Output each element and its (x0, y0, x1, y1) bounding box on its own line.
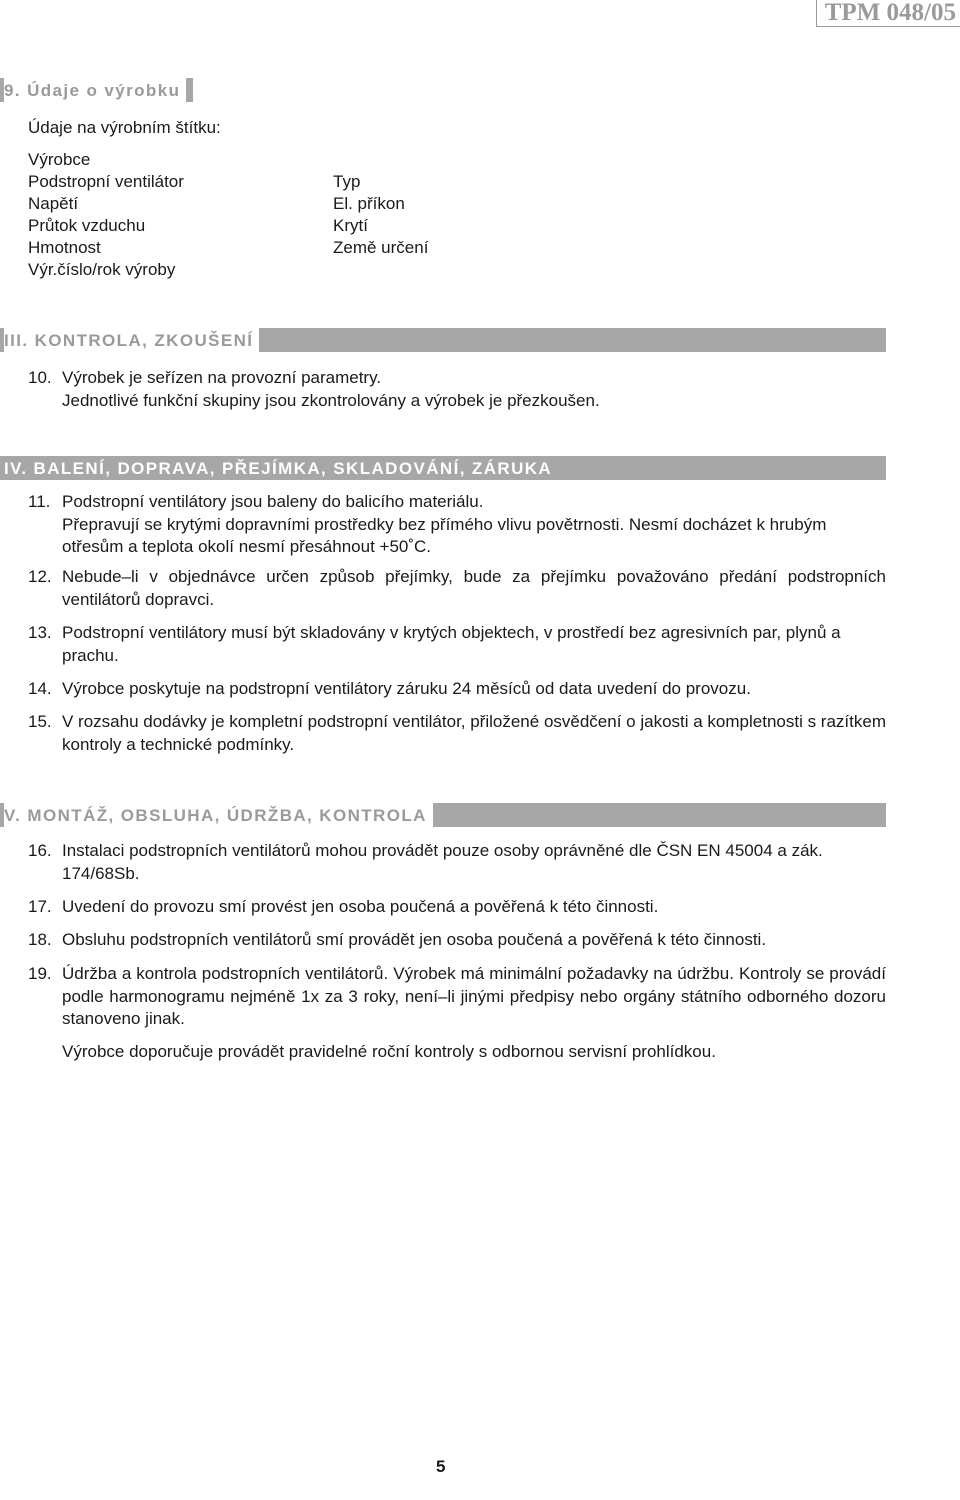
list-item (28, 622, 886, 667)
item-text: Výrobce poskytuje na podstropní ventilátory záruku 24 měsíců od data uvedení do provozu. (62, 679, 751, 698)
item-number: 14. (28, 679, 52, 698)
item-text: Podstropní ventilátory jsou baleny do balicího materiálu. (62, 492, 484, 511)
item-number: 16. (28, 841, 52, 860)
list-item (28, 678, 886, 701)
label-field: El. příkon (333, 194, 405, 213)
item-number: 12. (28, 567, 52, 586)
label-field: Typ (333, 172, 361, 191)
maintenance-recommendation: Výrobce doporučuje provádět pravidelné roční kontroly s odbornou servisní prohlídkou. (62, 1042, 716, 1061)
list-item (28, 840, 886, 885)
section-4-heading-bar (0, 456, 886, 480)
section-4-title: IV. BALENÍ, DOPRAVA, PŘEJÍMKA, SKLADOVÁNÍ, ZÁRUKA (4, 459, 553, 478)
section-9-heading-bar (0, 78, 193, 102)
label-field: Napětí (28, 194, 79, 213)
item-text: Nebude–li v objednávce určen způsob přejímky, bude za přejímku považováno předání podstropních ventilátorů dopravci. (62, 567, 886, 609)
section-5-title: V. MONTÁŽ, OBSLUHA, ÚDRŽBA, KONTROLA (4, 803, 433, 827)
item-text: Obsluhu podstropních ventilátorů smí provádět jen osoba poučená a pověřená k této činnosti. (62, 930, 767, 949)
item-number: 10. (28, 368, 52, 387)
section-3-heading-bar (0, 328, 886, 352)
label-field: Země určení (333, 238, 429, 257)
item-number: 15. (28, 712, 52, 731)
item-number: 13. (28, 623, 52, 642)
label-heading: Údaje na výrobním štítku: (28, 118, 221, 137)
label-field: Krytí (333, 216, 368, 235)
list-item (28, 566, 886, 611)
item-text: V rozsahu dodávky je kompletní podstropní ventilátor, přiložené osvědčení o jakosti a kompletnosti s razítkem kontroly a technické podmínky. (62, 712, 886, 754)
section-5-heading-bar (0, 803, 886, 827)
item-text: Výrobek je seřízen na provozní parametry. (62, 368, 382, 387)
item-number: 18. (28, 930, 52, 949)
item-text: Údržba a kontrola podstropních ventilátorů. Výrobek má minimální požadavky na údržbu. Kontroly se provádí podle harmonogramu nejméně 1x za 3 roky, není–li jinými předpisy nebo orgány státního odborného dozoru stanoveno jinak. (62, 964, 886, 1028)
page-number: 5 (436, 1457, 446, 1476)
item-text: Instalaci podstropních ventilátorů mohou provádět pouze osoby oprávněné dle ČSN EN 45004 a zák. 174/68Sb. (62, 841, 823, 883)
item-number: 17. (28, 897, 52, 916)
item-number: 19. (28, 964, 52, 983)
item-text: Uvedení do provozu smí provést jen osoba poučená a pověřená k této činnosti. (62, 897, 659, 916)
label-field: Průtok vzduchu (28, 216, 146, 235)
list-item (28, 929, 886, 952)
list-item (28, 491, 886, 559)
item-text: Podstropní ventilátory musí být skladovány v krytých objektech, v prostředí bez agresivních par, plynů a prachu. (62, 623, 841, 665)
document-code: TPM 048/05 (816, 0, 960, 27)
label-field: Výrobce (28, 150, 91, 169)
section-9-title: 9. Údaje o výrobku (4, 78, 186, 102)
list-item (28, 963, 886, 1031)
item-text: Přepravují se krytými dopravními prostředky bez přímého vlivu povětrnosti. Nesmí docházet k hrubým otřesům a teplota okolí nesmí přesáhnout +50˚C. (62, 514, 827, 556)
item-text: Jednotlivé funkční skupiny jsou zkontrolovány a výrobek je přezkoušen. (62, 390, 600, 410)
item-number: 11. (28, 492, 51, 511)
list-item (28, 896, 886, 919)
label-field: Hmotnost (28, 238, 101, 257)
section-3-title: III. KONTROLA, ZKOUŠENÍ (4, 328, 259, 352)
list-item (28, 711, 886, 756)
label-field: Podstropní ventilátor (28, 172, 184, 191)
list-item (28, 367, 886, 412)
label-field: Výr.číslo/rok výroby (28, 260, 176, 279)
